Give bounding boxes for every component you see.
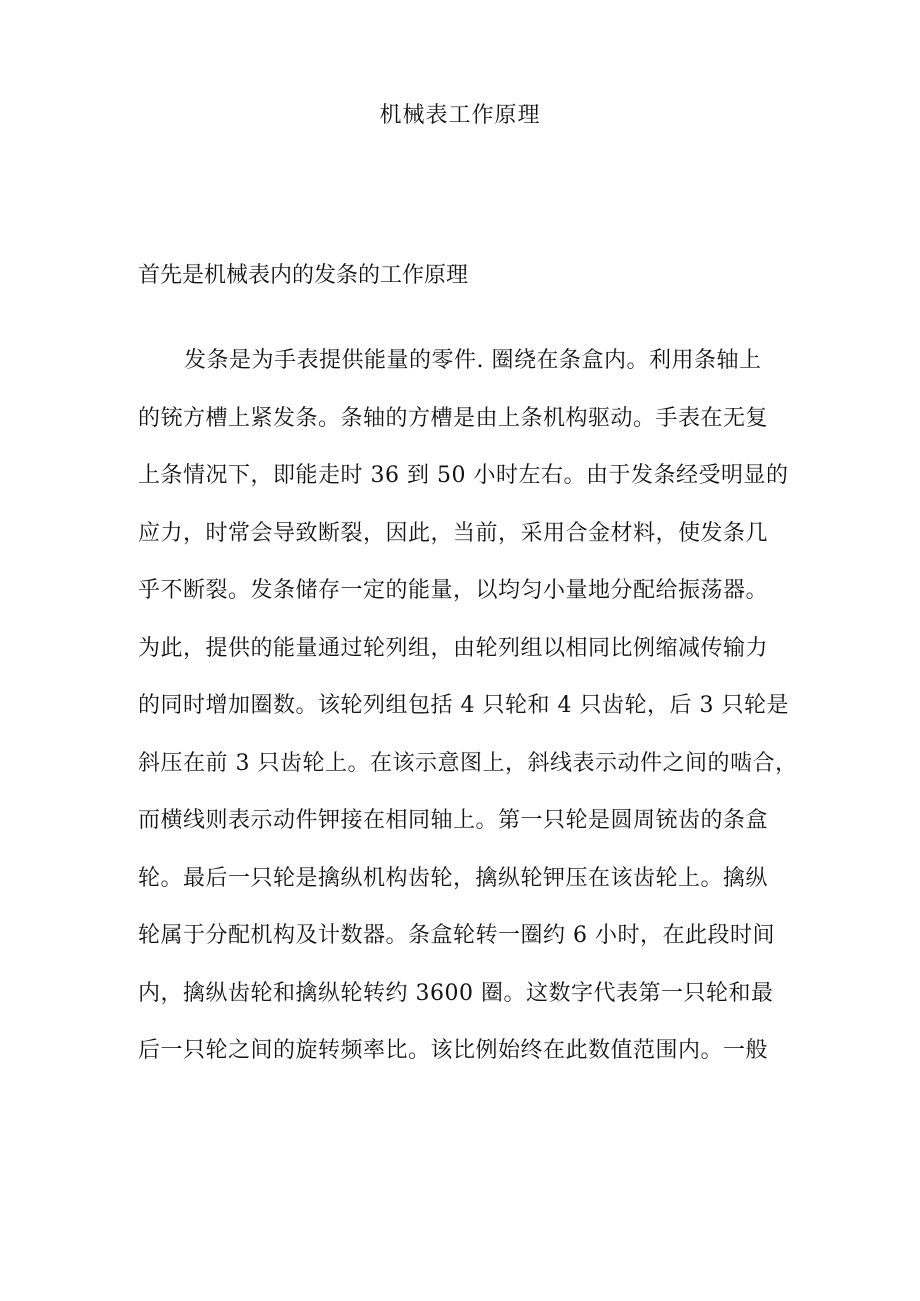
paragraph-line: 轮属于分配机构及计数器。条盒轮转一圈约 6 小时，在此段时间	[138, 923, 775, 948]
paragraph-line: 应力，时常会导致断裂，因此，当前，采用合金材料，使发条几	[138, 520, 769, 546]
paragraph-line: 发条是为手表提供能量的零件. 圈绕在条盒内。利用条轴上	[184, 348, 762, 373]
document-title: 机械表工作原理	[379, 103, 541, 128]
section-heading: 首先是机械表内的发条的工作原理	[138, 263, 469, 288]
paragraph-line: 轮。最后一只轮是擒纵机构齿轮，擒纵轮钾压在该齿轮上。擒纵	[138, 865, 769, 891]
paragraph-line: 上条情况下，即能走时 36 到 50 小时左右。由于发条经受明显的	[138, 463, 789, 488]
paragraph-line: 而横线则表示动件钾接在相同轴上。第一只轮是圆周铳齿的条盒	[138, 808, 769, 833]
body-paragraph	[138, 341, 798, 1089]
paragraph-line: 的铳方槽上紧发条。条轴的方槽是由上条机构驱动。手表在无复	[138, 405, 769, 431]
paragraph-line: 内，擒纵齿轮和擒纵轮转约 3600 圈。这数字代表第一只轮和最	[138, 980, 774, 1006]
paragraph-line: 为此，提供的能量通过轮列组，由轮列组以相同比例缩减传输力	[138, 635, 769, 661]
paragraph-line: 乎不断裂。发条储存一定的能量，以均匀小量地分配给振荡器。	[138, 578, 769, 603]
paragraph-line: 后一只轮之间的旋转频率比。该比例始终在此数值范围内。一般	[138, 1038, 769, 1063]
paragraph-line: 的同时增加圈数。该轮列组包括 4 只轮和 4 只齿轮，后 3 只轮是	[138, 693, 789, 718]
paragraph-line: 斜压在前 3 只齿轮上。在该示意图上，斜线表示动件之间的啮合，	[138, 750, 798, 776]
